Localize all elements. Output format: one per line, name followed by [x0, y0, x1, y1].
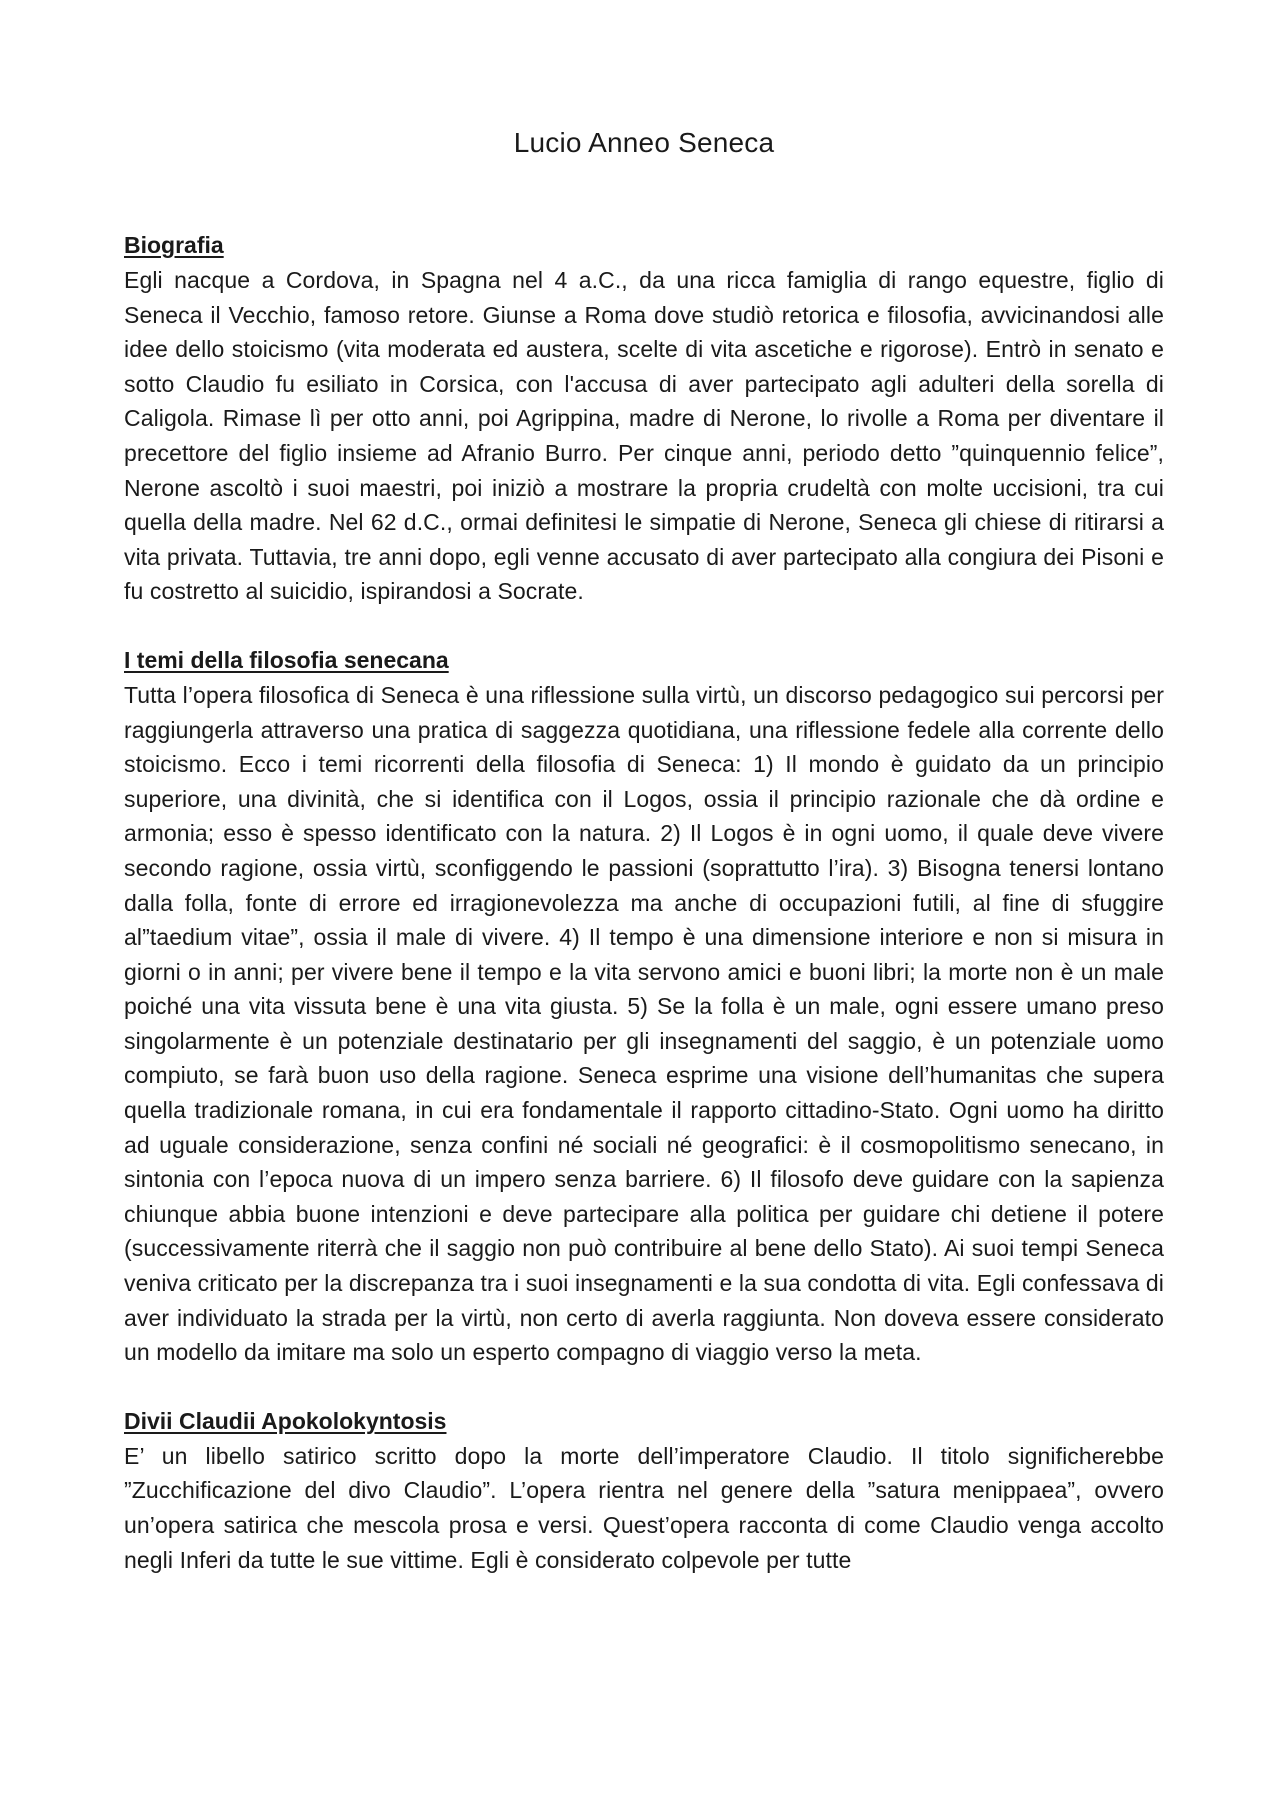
section-heading-apokolokyntosis: Divii Claudii Apokolokyntosis	[124, 1407, 447, 1434]
section-body-temi-filosofia: Tutta l’opera filosofica di Seneca è una riflessione sulla virtù, un discorso pedagogico sui percorsi per raggiungerla attraverso una pratica di saggezza quotidiana, una riflessione fedele alla corrente dello stoicismo. Ecco i temi ricorrenti della filosofia di Seneca: 1) Il mondo è guidato da un principio superiore, una divinità, che si identifica con il Logos, ossia il principio razionale che dà ordine e armonia; esso è spesso identificato con la natura. 2) Il Logos è in ogni uomo, il quale deve vivere secondo ragione, ossia virtù, sconfiggendo le passioni (soprattutto l’ira). 3) Bisogna tenersi lontano dalla folla, fonte di errore ed irragionevolezza ma anche di occupazioni futili, al fine di sfuggire al”taedium vitae”, ossia il male di vivere. 4) Il tempo è una dimensione interiore e non si misura in giorni o in anni; per vivere bene il tempo e la vita servono amici e buoni libri; la morte non è un male poiché una vita vissuta bene è una vita giusta. 5) Se la folla è un male, ogni essere umano preso singolarmente è un potenziale destinatario per gli insegnamenti del saggio, è un potenziale uomo compiuto, se farà buon uso della ragione. Seneca esprime una visione dell’humanitas che supera quella tradizionale romana, in cui era fondamentale il rapporto cittadino-Stato. Ogni uomo ha diritto ad uguale considerazione, senza confini né sociali né geografici: è il cosmopolitismo senecano, in sintonia con l’epoca nuova di un impero senza barriere. 6) Il filosofo deve guidare con la sapienza chiunque abbia buone intenzioni e deve partecipare alla politica per guidare chi detiene il potere (successivamente riterrà che il saggio non può contribuire al bene dello Stato). Ai suoi tempi Seneca veniva criticato per la discrepanza tra i suoi insegnamenti e la sua condotta di vita. Egli confessava di aver individuato la strada per la virtù, non certo di averla raggiunta. Non doveva essere considerato un modello da imitare ma solo un esperto compagno di viaggio verso la meta.	[124, 681, 1164, 1366]
section-biografia	[124, 228, 1164, 609]
document-title: Lucio Anneo Seneca	[513, 127, 775, 158]
section-temi-filosofia	[124, 643, 1164, 1370]
section-apokolokyntosis	[124, 1404, 1164, 1577]
document-page	[124, 0, 1164, 1811]
section-heading-temi-filosofia: I temi della filosofia senecana	[124, 646, 449, 673]
section-body-biografia: Egli nacque a Cordova, in Spagna nel 4 a.C., da una ricca famiglia di rango equestre, figlio di Seneca il Vecchio, famoso retore. Giunse a Roma dove studiò retorica e filosofia, avvicinandosi alle idee dello stoicismo (vita moderata ed austera, scelte di vita ascetiche e rigorose). Entrò in senato e sotto Claudio fu esiliato in Corsica, con l'accusa di aver partecipato agli adulteri della sorella di Caligola. Rimase lì per otto anni, poi Agrippina, madre di Nerone, lo rivolle a Roma per diventare il precettore del figlio insieme ad Afranio Burro. Per cinque anni, periodo detto ”quinquennio felice”, Nerone ascoltò i suoi maestri, poi iniziò a mostrare la propria crudeltà con molte uccisioni, tra cui quella della madre. Nel 62 d.C., ormai definitesi le simpatie di Nerone, Seneca gli chiese di ritirarsi a vita privata. Tuttavia, tre anni dopo, egli venne accusato di aver partecipato alla congiura dei Pisoni e fu costretto al suicidio, ispirandosi a Socrate.	[124, 267, 1164, 605]
section-body-apokolokyntosis: E’ un libello satirico scritto dopo la morte dell’imperatore Claudio. Il titolo significherebbe ”Zucchificazione del divo Claudio”. L’opera rientra nel genere della ”satura menippaea”, ovvero un’opera satirica che mescola prosa e versi. Quest’opera racconta di come Claudio venga accolto negli Inferi da tutte le sue vittime. Egli è considerato colpevole per tutte	[124, 1442, 1164, 1573]
section-heading-biografia: Biografia	[124, 232, 224, 258]
